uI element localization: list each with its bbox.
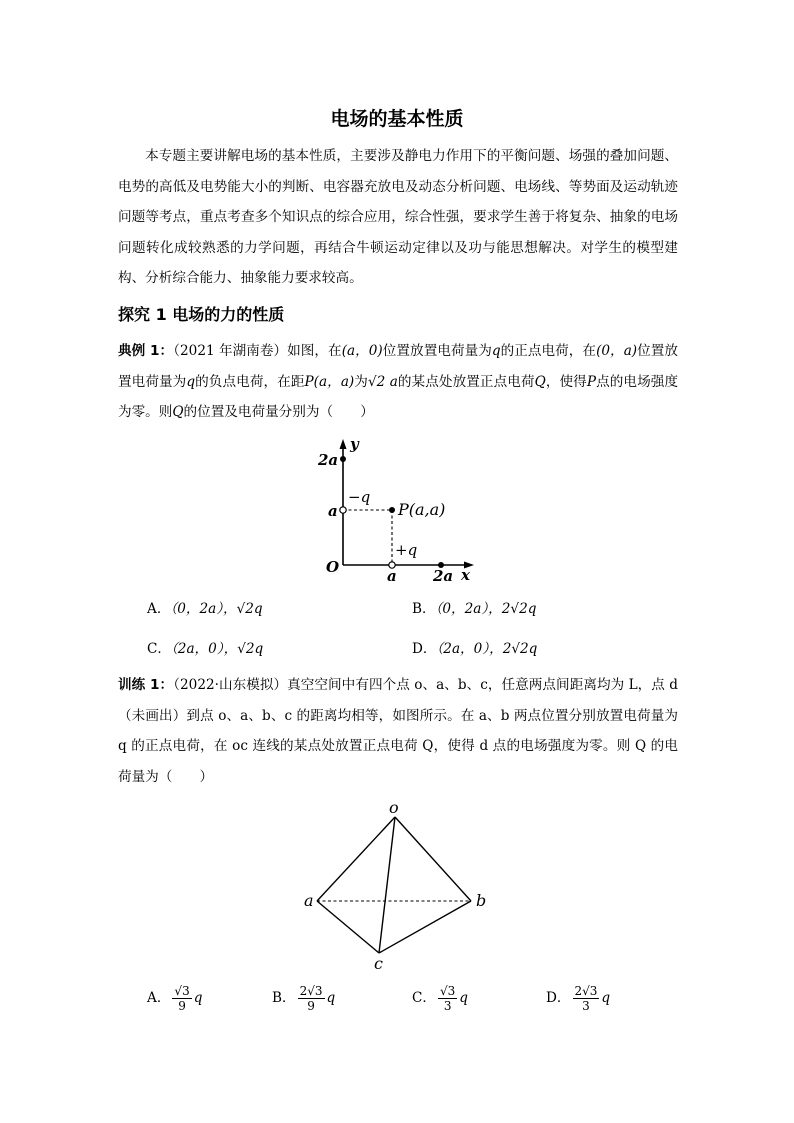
fraction: $\frac{2√3}{9}$ (299, 984, 323, 1013)
fraction: $\frac{√3}{9}$ (174, 984, 190, 1013)
point-p (389, 507, 395, 513)
coordinate-diagram (310, 435, 490, 590)
example1-question: 典例 1：（2021 年湖南卷）如图，在(a，0)位置放置电荷量为q的正点电荷，在(0，a)位置放置电荷量为q的负点电荷，在距P(a，a)为√2 a的某点处放置正点电荷Q，使得P点的电场强度为零。则Q的位置及电荷量分别为（ ） (118, 343, 679, 420)
negative-charge-marker (340, 507, 346, 513)
vertex-a-label: a (304, 891, 314, 910)
point-2a-y (340, 456, 346, 462)
training1-label: 训练 1： (118, 677, 174, 693)
training1-question: 训练 1：（2022·山东模拟）真空空间中有四个点 o、a、b、c，任意两点间距离均为 L，点 d（未画出）到点 o、a、b、c 的距离均相等，如图所示。在 a、b 两点位置分别放置电荷量为 q 的正点电荷，在 oc 连线的某点处放置正点电荷 Q，使得 d 点的电场强度为零。则 Q 的电荷量为（ ） (118, 677, 678, 785)
y-axis-label: y (350, 435, 359, 453)
example1-option-d[interactable]: D．（2a，0），2√2q (412, 641, 538, 657)
training1-option-d[interactable]: D． $\frac{2√3}{3}$ q (546, 984, 611, 1013)
training1-option-a[interactable]: A． $\frac{√3}{9}$ q (147, 984, 203, 1013)
page-title: 电场的基本性质 (330, 108, 464, 130)
vertex-o-label: o (389, 798, 399, 817)
vertex-b-label: b (476, 891, 487, 910)
fraction: $\frac{√3}{3}$ (440, 984, 456, 1013)
neg-charge-label: −q (348, 488, 371, 506)
fraction: $\frac{2√3}{3}$ (574, 984, 598, 1013)
edge-oc (379, 817, 395, 953)
y-axis-arrow (340, 439, 347, 449)
training1-option-c[interactable]: C． $\frac{√3}{3}$ q (412, 984, 468, 1013)
vertex-c-label: c (374, 954, 383, 972)
edge-ac (317, 901, 379, 953)
y-tick-a: a (328, 502, 338, 520)
x-axis-label: x (461, 566, 470, 584)
edge-bc (379, 901, 471, 953)
training1-option-b[interactable]: B． $\frac{2√3}{9}$ q (272, 984, 336, 1013)
intro-text: 本专题主要讲解电场的基本性质，主要涉及静电力作用下的平衡问题、场强的叠加问题、电势的高低及电势能大小的判断、电容器充放电及动态分析问题、电场线、等势面及运动轨迹问题等考点，重点考查多个知识点的综合应用，综合性强，要求学生善于将复杂、抽象的电场问题转化成较熟悉的力学问题，再结合牛顿运动定律以及功与能思想解决。对学生的模型建构、分析综合能力、抽象能力要求较高。 (118, 148, 678, 286)
edge-ob (395, 817, 471, 901)
example1-option-c[interactable]: C．（2a，0），√2q (147, 641, 264, 657)
example1-label: 典例 1： (118, 343, 174, 359)
section-heading: 探究 1 电场的力的性质 (118, 305, 285, 324)
origin-label: O (326, 558, 340, 576)
example1-option-a[interactable]: A．（0，2a），√2q (147, 601, 263, 617)
edge-oa (317, 817, 395, 901)
pos-charge-label: +q (395, 541, 418, 559)
point-p-label: P(a,a) (398, 500, 446, 519)
intro-paragraph (118, 141, 678, 294)
x-tick-2a: 2a (433, 567, 454, 585)
example1-option-b[interactable]: B．（0，2a），2√2q (412, 601, 537, 617)
y-tick-2a: 2a (318, 451, 339, 469)
x-tick-a: a (387, 567, 397, 585)
tetrahedron-diagram (298, 797, 498, 972)
